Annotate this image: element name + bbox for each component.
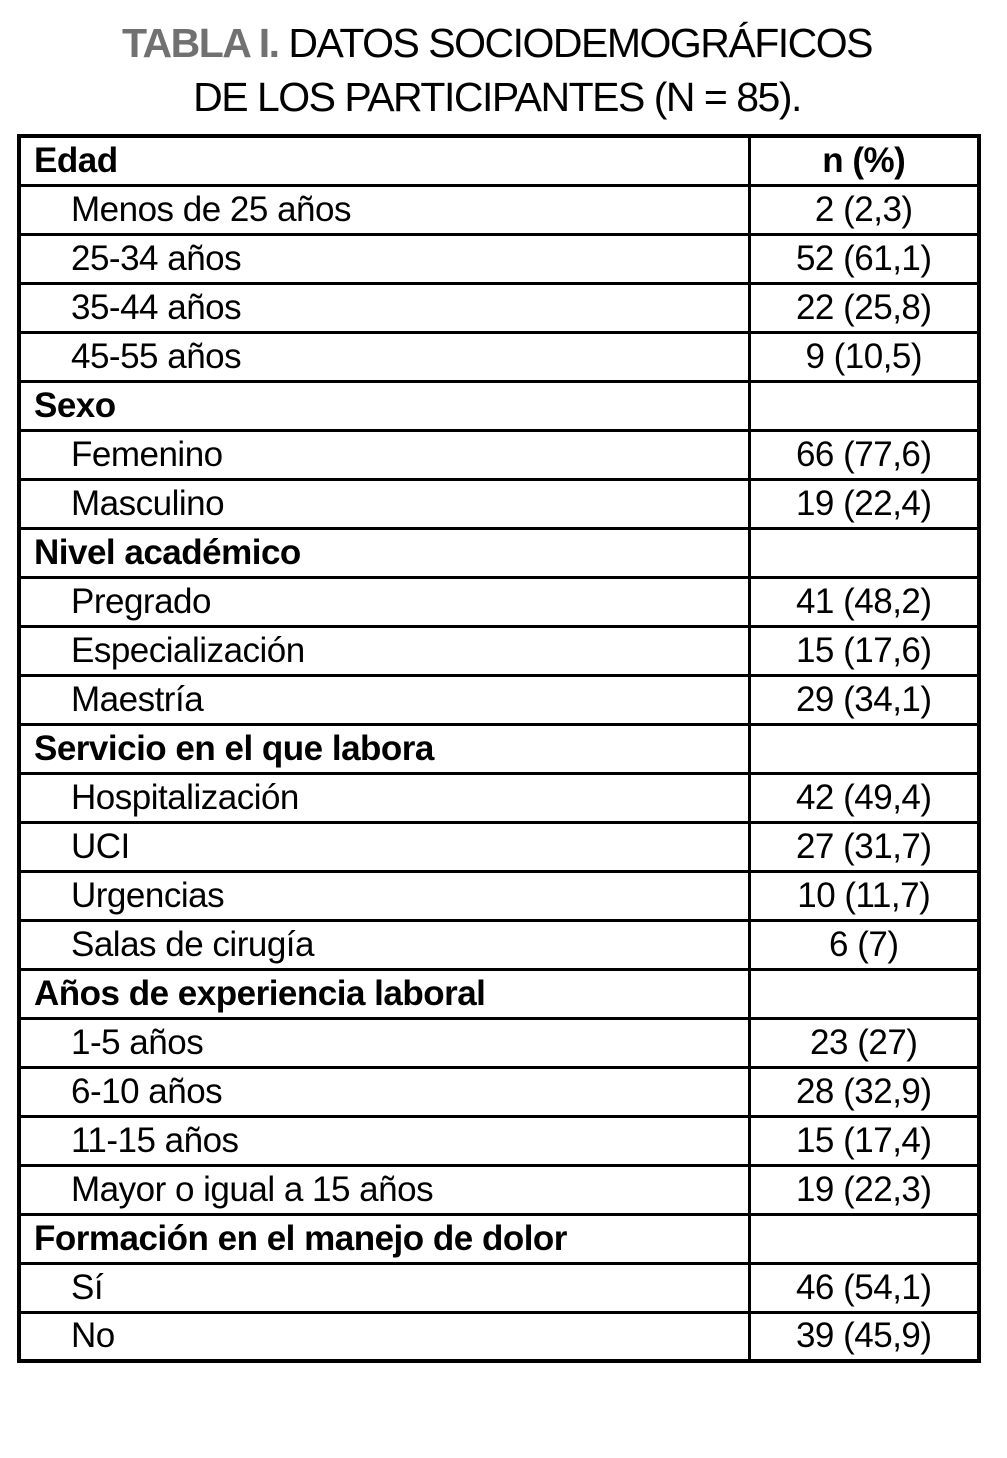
row-value: 15 (17,4) — [749, 1116, 979, 1165]
sociodemographic-table — [17, 134, 981, 1363]
item-row — [19, 822, 979, 871]
item-row — [19, 1263, 979, 1312]
row-value: 39 (45,9) — [749, 1312, 979, 1361]
row-label: Mayor o igual a 15 años — [19, 1165, 749, 1214]
row-value — [749, 724, 979, 773]
item-row — [19, 1018, 979, 1067]
item-row — [19, 1165, 979, 1214]
row-value — [749, 1214, 979, 1263]
item-row — [19, 675, 979, 724]
row-value: 6 (7) — [749, 920, 979, 969]
section-row — [19, 1214, 979, 1263]
item-row — [19, 626, 979, 675]
row-label: Sí — [19, 1263, 749, 1312]
row-value: 2 (2,3) — [749, 185, 979, 234]
section-row — [19, 136, 979, 185]
row-label: UCI — [19, 822, 749, 871]
table-title-line1: DATOS SOCIODEMOGRÁFICOS — [278, 20, 873, 66]
row-value: 52 (61,1) — [749, 234, 979, 283]
table-title — [17, 16, 977, 124]
row-value: 19 (22,4) — [749, 479, 979, 528]
row-value: 15 (17,6) — [749, 626, 979, 675]
row-label: 25-34 años — [19, 234, 749, 283]
row-label: Nivel académico — [19, 528, 749, 577]
item-row — [19, 479, 979, 528]
section-row — [19, 724, 979, 773]
row-value: 46 (54,1) — [749, 1263, 979, 1312]
row-value — [749, 528, 979, 577]
item-row — [19, 332, 979, 381]
row-label: Hospitalización — [19, 773, 749, 822]
row-label: Sexo — [19, 381, 749, 430]
row-label: No — [19, 1312, 749, 1361]
row-label: 11-15 años — [19, 1116, 749, 1165]
row-label: Edad — [19, 136, 749, 185]
row-value: 29 (34,1) — [749, 675, 979, 724]
row-label: 1-5 años — [19, 1018, 749, 1067]
item-row — [19, 577, 979, 626]
row-label: Femenino — [19, 430, 749, 479]
item-row — [19, 234, 979, 283]
row-label: 6-10 años — [19, 1067, 749, 1116]
row-value — [749, 969, 979, 1018]
row-value: 9 (10,5) — [749, 332, 979, 381]
row-label: 35-44 años — [19, 283, 749, 332]
row-label: Pregrado — [19, 577, 749, 626]
section-row — [19, 528, 979, 577]
row-value: 19 (22,3) — [749, 1165, 979, 1214]
row-label: Formación en el manejo de dolor — [19, 1214, 749, 1263]
section-row — [19, 381, 979, 430]
item-row — [19, 283, 979, 332]
item-row — [19, 430, 979, 479]
row-value: 22 (25,8) — [749, 283, 979, 332]
row-value: 27 (31,7) — [749, 822, 979, 871]
row-value: 10 (11,7) — [749, 871, 979, 920]
row-label: Especialización — [19, 626, 749, 675]
table-title-line2: DE LOS PARTICIPANTES (N = 85). — [193, 74, 801, 120]
row-label: Masculino — [19, 479, 749, 528]
row-value: 42 (49,4) — [749, 773, 979, 822]
row-value: 41 (48,2) — [749, 577, 979, 626]
item-row — [19, 920, 979, 969]
row-label: Años de experiencia laboral — [19, 969, 749, 1018]
row-value: 28 (32,9) — [749, 1067, 979, 1116]
row-label: Salas de cirugía — [19, 920, 749, 969]
row-label: Servicio en el que labora — [19, 724, 749, 773]
item-row — [19, 773, 979, 822]
row-label: Menos de 25 años — [19, 185, 749, 234]
row-value: 23 (27) — [749, 1018, 979, 1067]
row-label: Urgencias — [19, 871, 749, 920]
row-value: n (%) — [749, 136, 979, 185]
item-row — [19, 185, 979, 234]
section-row — [19, 969, 979, 1018]
row-label: 45-55 años — [19, 332, 749, 381]
table-title-label: TABLA I. — [121, 20, 279, 66]
table-body — [19, 136, 979, 1361]
item-row — [19, 871, 979, 920]
row-label: Maestría — [19, 675, 749, 724]
item-row — [19, 1067, 979, 1116]
row-value: 66 (77,6) — [749, 430, 979, 479]
row-value — [749, 381, 979, 430]
item-row — [19, 1312, 979, 1361]
item-row — [19, 1116, 979, 1165]
